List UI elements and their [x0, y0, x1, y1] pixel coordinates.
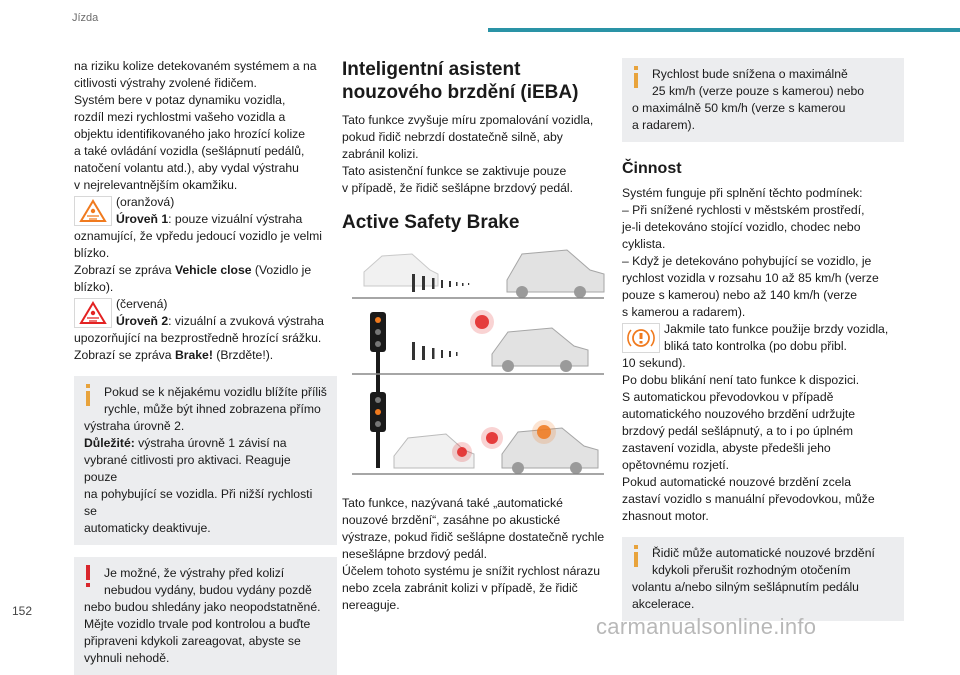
watermark: carmanualsonline.info — [596, 614, 817, 639]
paragraph-active-safety-brake: Tato funkce, nazývaná také „automatické nouzové brzdění“, zasáhne po akustické výstraze, pokud řidič sešlápne dostatečně rychle nesešlápne brzdový pedál. Účelem tohoto systému je snížit rychlost nárazu nebo zcela zabránit kolizi v případě, že řidič nereaguje. — [342, 496, 605, 612]
info-icon — [83, 384, 93, 406]
warning-triangle-orange-icon — [74, 196, 112, 226]
paragraph-intro: na riziku kolize detekovaném systémem a na citlivosti výstrahy zvolené řidičem. Systém bere v potaz dynamiku vozidla, rozdíl mezi rychlostmi vašeho vozidla a objektu identifikovaného jako hrozící kolize a také ovládání vozidla (sešlápnutí pedálů, natočení volantu atd.), aby vydal výstrahu v nejrelevantnějším okamžiku. — [74, 59, 317, 192]
paragraph-ieba: Tato funkce zvyšuje míru zpomalování vozidla, pokud řidič nebrzdí dostatečně silně, aby zabránil kolizi. Tato asistenční funkce se zaktivuje pouze v případě, že řidič sešlápne brzdový pedál. — [342, 113, 594, 195]
heading-active-safety-brake: Active Safety Brake — [342, 212, 520, 233]
column-2 — [342, 58, 614, 614]
info-note-level2: Pokud se k nějakému vozidlu blížíte příliš rychle, může být ihned zobrazena přímo výstraha úrovně 2. Důležité: výstraha úrovně 1 závisí na vybrané citlivosti pro aktivaci. Reaguje pouze na pohybující se vozidla. Při nižší rychlosti se automaticky deaktivuje. — [74, 376, 337, 545]
level2-block: (červená) Úroveň 2: vizuální a zvuková výstraha — [74, 296, 337, 330]
paragraph-operation: 10 sekund). Po dobu blikání není tato funkce k dispozici. S automatickou převodovkou v případě automatického nouzového brzdění udržujte brzdový pedál sešlápnutý, a to i po úplném zastavení vozidla, abyste předešli jeho opětovnému rozjetí. Pokud automatické nouzové brzdění zcela zastaví vozidlo s manuální převodovkou, může zhasnout motor. — [622, 356, 875, 523]
level1-description: oznamující, že vpředu jedoucí vozidlo je velmi blízko. Zobrazí se zpráva Vehicle close (Vozidlo je blízko). — [74, 229, 322, 294]
header-accent-bar — [488, 28, 960, 32]
illustration-panel-2 — [352, 310, 604, 392]
heading-ieba: Inteligentní asistent nouzového brzdění (iEBA) — [342, 59, 579, 103]
exclamation-icon — [83, 565, 93, 587]
column-3 — [622, 58, 904, 621]
illustration-panel-3 — [352, 392, 604, 474]
info-note-speed: Rychlost bude snížena o maximálně 25 km/h (verze pouze s kamerou) nebo o maximálně 50 km/h (verze s kamerou a radarem). — [622, 58, 904, 142]
info-icon — [631, 545, 641, 567]
brake-indicator-block: Jakmile tato funkce použije brzdy vozidla, bliká tato kontrolka (po dobu přibl. — [622, 321, 904, 355]
brake-warning-icon — [622, 323, 660, 353]
level2-description: upozorňující na bezprostředně hrozící srážku. Zobrazí se zpráva Brake! (Brzděte!). — [74, 331, 322, 362]
page-header-title: Jízda — [72, 12, 99, 24]
paragraph-conditions: Systém funguje při splnění těchto podmínek: – Při snížené rychlosti v městském prostředí, je-li detekováno stojící vozidlo, chodec nebo cyklista. – Když je detekováno pohybující se vozidlo, je rychlost vozidla v rozsahu 10 až 85 km/h (verze pouze s kamerou) nebo až 140 km/h (verze s kamerou a radarem). — [622, 186, 879, 319]
level1-block: (oranžová) Úroveň 1: pouze vizuální výstraha — [74, 194, 337, 228]
active-safety-brake-illustration — [342, 242, 614, 487]
warning-note: Je možné, že výstrahy před kolizí nebudou vydány, budou vydány pozdě nebo budou shledány jako neopodstatněné. Mějte vozidlo trvale pod kontrolou a buďte připraveni kdykoli zareagovat, abyste se vyhnuli nehodě. — [74, 557, 337, 675]
warning-triangle-red-icon — [74, 298, 112, 328]
heading-cinnost: Činnost — [622, 160, 682, 177]
column-1 — [74, 58, 337, 675]
illustration-panel-1 — [352, 250, 604, 298]
info-note-driver-override: Řidič může automatické nouzové brzdění kdykoli přerušit rozhodným otočením volantu a/nebo silným sešlápnutím pedálu akcelerace. — [622, 537, 904, 621]
page-number: 152 — [12, 604, 33, 618]
info-icon — [631, 66, 641, 88]
